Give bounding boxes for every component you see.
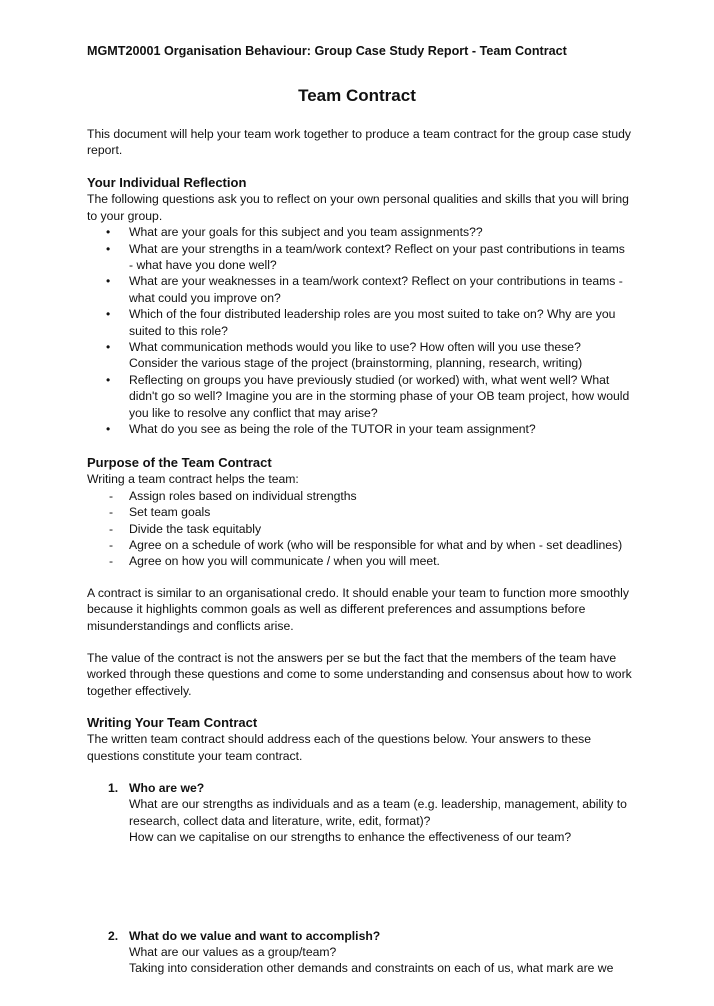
list-item: • What do you see as being the role of the TUTOR in your team assignment? [87,421,632,437]
list-item: • What are your strengths in a team/work context? Reflect on your past contributions in teams - what have you done well? [87,241,632,274]
list-item: • Which of the four distributed leadership roles are you most suited to take on? Why are you suited to this role? [87,306,632,339]
list-item: • What are your weaknesses in a team/work context? Reflect on your contributions in teams - what could you improve on? [87,273,632,306]
reflection-list [87,224,632,437]
question-1 [87,780,674,846]
list-item: • What communication methods would you like to use? How often will you use these? Consider the various stage of the project (brainstorming, planning, research, writing) [87,339,632,372]
list-item: - Set team goals [87,504,632,520]
writing-lead: The written team contract should address each of the questions below. Your answers to these questions constitute your team contract. [87,732,592,763]
reflection-lead: The following questions ask you to reflect on your own personal qualities and skills that you will bring to your group. [87,192,629,223]
question-title: Who are we? [129,781,205,795]
question-title: What do we value and want to accomplish? [129,928,381,943]
question-line: How can we capitalise on our strengths to enhance the effectiveness of our team? [129,830,572,845]
purpose-list [87,488,632,570]
intro-text: This document will help your team work together to produce a team contract for the group case study report. [87,127,631,158]
reflection-heading: Your Individual Reflection [87,175,247,190]
document-header: MGMT20001 Organisation Behaviour: Group Case Study Report - Team Contract [87,44,567,58]
paragraph-text: The value of the contract is not the answers per se but the fact that the members of the team have worked through these questions and come to some understanding and consensus about how to work together effectively. [87,651,632,698]
question-line: What are our values as a group/team? [129,945,337,960]
question-number: 2. [108,928,119,943]
list-item: - Agree on a schedule of work (who will be responsible for what and by when - set deadlines) [87,537,632,553]
page-title: Team Contract [298,86,416,105]
purpose-paragraph-1 [87,585,632,634]
list-item: - Divide the task equitably [87,521,632,537]
purpose-paragraph-2 [87,650,632,699]
list-item: • What are your goals for this subject and you team assignments?? [87,224,632,240]
question-number: 1. [108,781,119,795]
writing-section [87,715,632,764]
question-line: What are our strengths as individuals and as a team (e.g. leadership, management, ability to research, collect data and literature, write, edit, format)? [129,797,627,828]
list-item: - Assign roles based on individual strengths [87,488,632,504]
writing-heading: Writing Your Team Contract [87,715,258,730]
purpose-lead: Writing a team contract helps the team: [87,472,299,487]
purpose-heading: Purpose of the Team Contract [87,455,272,470]
intro-paragraph [87,126,632,159]
list-item: • Reflecting on groups you have previously studied (or worked) with, what went well? What didn't go so well? Imagine you are in the storming phase of your OB team project, how would you like to resolve any conflict that may arise? [87,372,632,421]
paragraph-text: A contract is similar to an organisational credo. It should enable your team to function more smoothly because it highlights common goals as well as different preferences and assumptions before misunderstandings and conflicts arise. [87,586,629,633]
list-item: - Agree on how you will communicate / when you will meet. [87,553,632,569]
question-2 [87,928,674,977]
reflection-section [87,175,632,438]
question-line: Taking into consideration other demands and constraints on each of us, what mark are we [129,961,614,976]
purpose-section [87,455,632,570]
